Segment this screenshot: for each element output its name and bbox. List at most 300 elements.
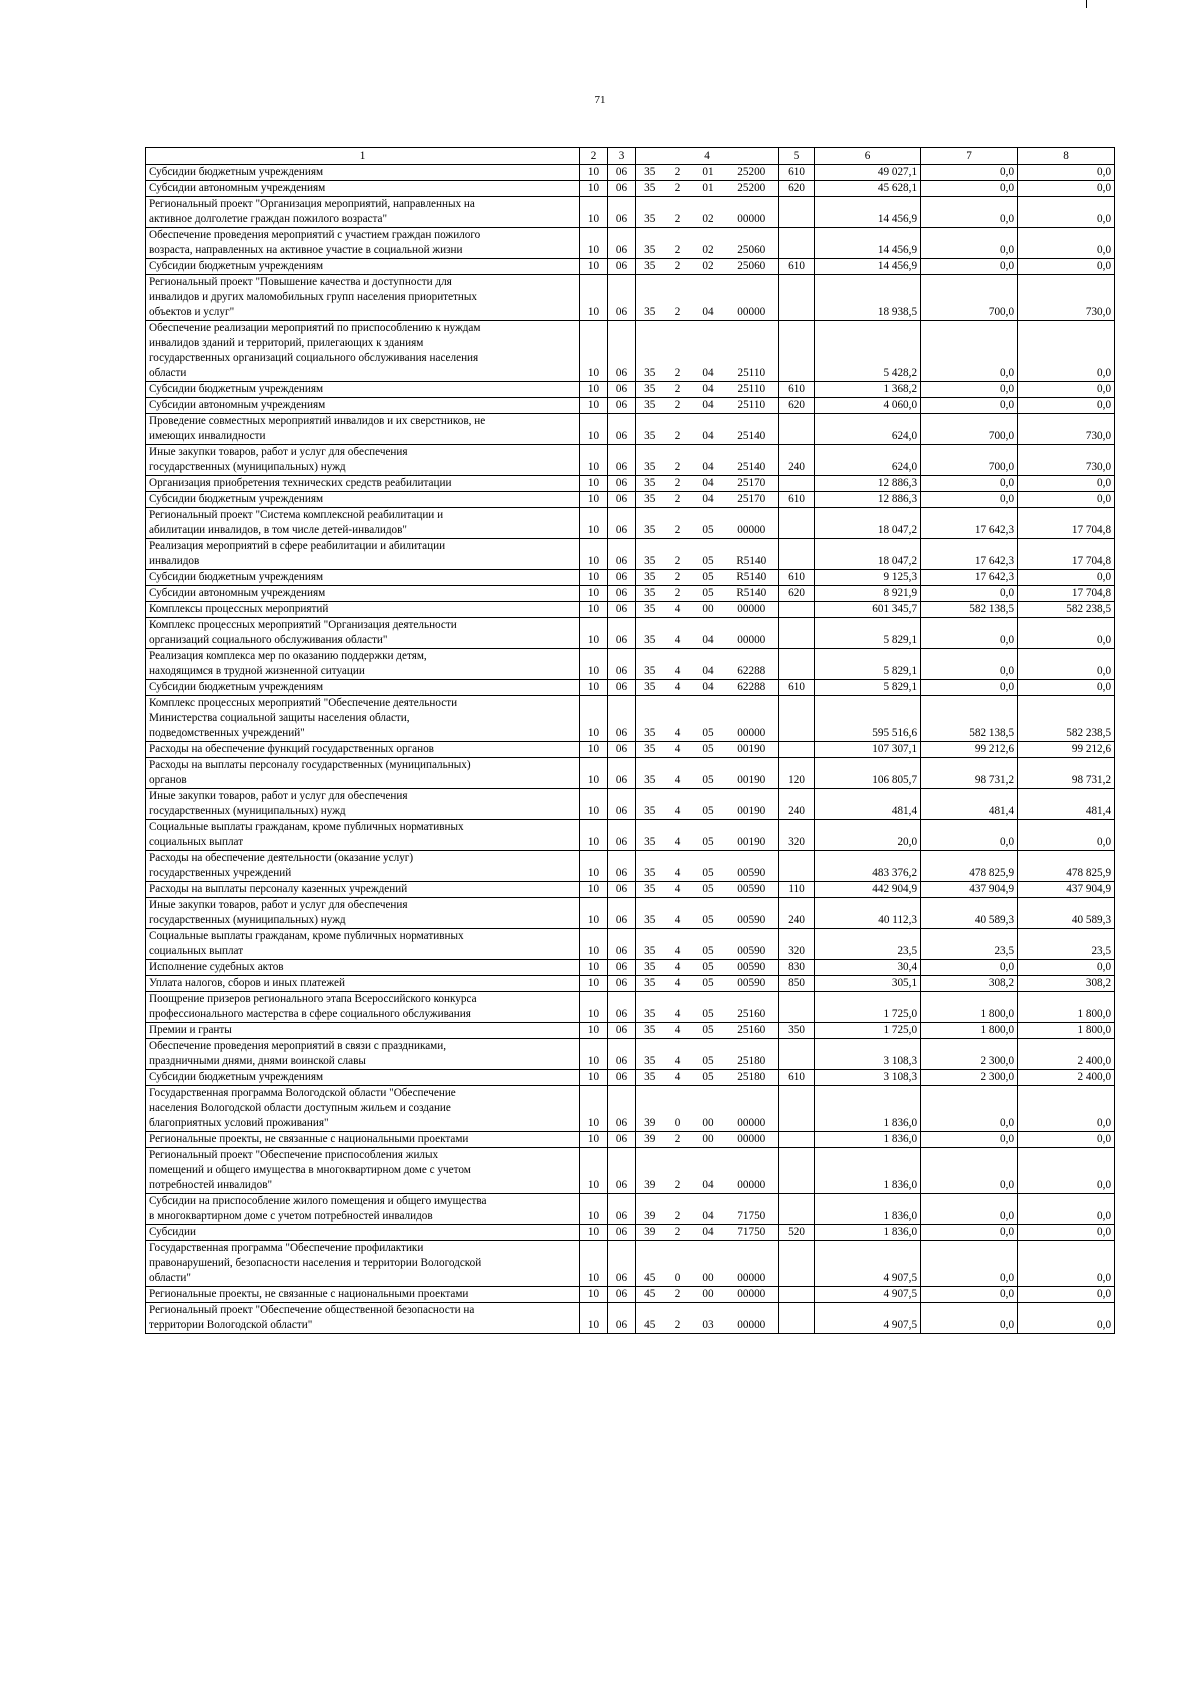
amount-col-7: 0,0 (921, 1086, 1018, 1132)
table-row (146, 1086, 1115, 1132)
table-row (146, 1023, 1115, 1039)
program-code: 35 (636, 851, 664, 882)
row-name: Комплекс процессных мероприятий "Организация деятельности организаций социального обслуживания области" (146, 618, 580, 649)
subsection-code: 06 (608, 960, 636, 976)
project-code: 05 (692, 960, 725, 976)
expense-type-code: 850 (779, 976, 815, 992)
amount-col-6: 107 307,1 (815, 742, 921, 758)
table-row (146, 929, 1115, 960)
program-code: 35 (636, 992, 664, 1023)
section-code: 10 (580, 680, 608, 696)
amount-col-6: 1 725,0 (815, 992, 921, 1023)
program-code: 35 (636, 197, 664, 228)
amount-col-6: 14 456,9 (815, 228, 921, 259)
scan-corner-mark (1086, 0, 1087, 8)
table-row (146, 181, 1115, 197)
amount-col-7: 0,0 (921, 1194, 1018, 1225)
amount-col-8: 0,0 (1018, 820, 1115, 851)
amount-col-8: 2 400,0 (1018, 1070, 1115, 1086)
program-code: 35 (636, 649, 664, 680)
amount-col-6: 1 368,2 (815, 382, 921, 398)
program-code: 35 (636, 742, 664, 758)
program-code: 35 (636, 445, 664, 476)
expense-type-code (779, 992, 815, 1023)
amount-col-6: 1 836,0 (815, 1132, 921, 1148)
amount-col-6: 442 904,9 (815, 882, 921, 898)
section-code: 10 (580, 1039, 608, 1070)
program-type-code: 2 (664, 275, 692, 321)
row-name: Государственная программа "Обеспечение профилактики правонарушений, безопасности населения и территории Вологодской области" (146, 1241, 580, 1287)
program-code: 35 (636, 758, 664, 789)
project-code: 05 (692, 820, 725, 851)
page-number: 71 (594, 94, 606, 106)
amount-col-8: 730,0 (1018, 414, 1115, 445)
expense-type-code (779, 414, 815, 445)
amount-col-7: 2 300,0 (921, 1039, 1018, 1070)
section-code: 10 (580, 618, 608, 649)
table-row (146, 398, 1115, 414)
subsection-code: 06 (608, 742, 636, 758)
project-code: 05 (692, 586, 725, 602)
amount-col-6: 12 886,3 (815, 476, 921, 492)
project-code: 01 (692, 165, 725, 181)
program-type-code: 2 (664, 1194, 692, 1225)
project-code: 05 (692, 742, 725, 758)
amount-col-7: 0,0 (921, 1132, 1018, 1148)
program-code: 35 (636, 1039, 664, 1070)
row-name: Расходы на обеспечение деятельности (оказание услуг) государственных учреждений (146, 851, 580, 882)
row-name: Поощрение призеров регионального этапа Всероссийского конкурса профессионального мастерства в сфере социального обслуживания (146, 992, 580, 1023)
header-col-2: 2 (580, 148, 608, 165)
direction-code: 00000 (725, 1132, 779, 1148)
direction-code: 00590 (725, 851, 779, 882)
subsection-code: 06 (608, 1241, 636, 1287)
expense-type-code: 610 (779, 680, 815, 696)
direction-code: 00190 (725, 820, 779, 851)
amount-col-6: 106 805,7 (815, 758, 921, 789)
expense-type-code (779, 851, 815, 882)
program-type-code: 4 (664, 618, 692, 649)
program-type-code: 2 (664, 197, 692, 228)
direction-code: 00000 (725, 696, 779, 742)
amount-col-8: 0,0 (1018, 618, 1115, 649)
amount-col-7: 0,0 (921, 820, 1018, 851)
amount-col-8: 17 704,8 (1018, 539, 1115, 570)
amount-col-7: 0,0 (921, 680, 1018, 696)
program-code: 35 (636, 181, 664, 197)
direction-code: 00590 (725, 929, 779, 960)
amount-col-6: 305,1 (815, 976, 921, 992)
section-code: 10 (580, 1086, 608, 1132)
direction-code: 25170 (725, 476, 779, 492)
section-code: 10 (580, 649, 608, 680)
subsection-code: 06 (608, 1148, 636, 1194)
amount-col-6: 1 725,0 (815, 1023, 921, 1039)
direction-code: 25200 (725, 165, 779, 181)
program-type-code: 2 (664, 382, 692, 398)
expense-type-code: 350 (779, 1023, 815, 1039)
amount-col-8: 1 800,0 (1018, 992, 1115, 1023)
row-name: Уплата налогов, сборов и иных платежей (146, 976, 580, 992)
row-name: Региональный проект "Обеспечение приспособления жилых помещений и общего имущества в многоквартирном доме с учетом потребностей инвалидов" (146, 1148, 580, 1194)
program-code: 35 (636, 492, 664, 508)
header-col-7: 7 (921, 148, 1018, 165)
amount-col-7: 0,0 (921, 382, 1018, 398)
expense-type-code: 620 (779, 181, 815, 197)
amount-col-7: 478 825,9 (921, 851, 1018, 882)
program-code: 39 (636, 1086, 664, 1132)
subsection-code: 06 (608, 898, 636, 929)
program-code: 35 (636, 321, 664, 382)
amount-col-8: 0,0 (1018, 1241, 1115, 1287)
amount-col-8: 0,0 (1018, 321, 1115, 382)
program-type-code: 2 (664, 476, 692, 492)
row-name: Социальные выплаты гражданам, кроме публичных нормативных социальных выплат (146, 820, 580, 851)
row-name: Премии и гранты (146, 1023, 580, 1039)
expense-type-code: 610 (779, 382, 815, 398)
subsection-code: 06 (608, 508, 636, 539)
amount-col-7: 0,0 (921, 960, 1018, 976)
expense-type-code: 620 (779, 398, 815, 414)
program-type-code: 4 (664, 960, 692, 976)
section-code: 10 (580, 492, 608, 508)
amount-col-7: 0,0 (921, 1225, 1018, 1241)
direction-code: R5140 (725, 570, 779, 586)
program-code: 35 (636, 228, 664, 259)
amount-col-8: 0,0 (1018, 492, 1115, 508)
program-code: 35 (636, 539, 664, 570)
program-type-code: 4 (664, 758, 692, 789)
expense-type-code (779, 539, 815, 570)
amount-col-6: 1 836,0 (815, 1086, 921, 1132)
expense-type-code: 620 (779, 586, 815, 602)
amount-col-6: 624,0 (815, 414, 921, 445)
program-code: 35 (636, 382, 664, 398)
direction-code: 25060 (725, 228, 779, 259)
amount-col-8: 0,0 (1018, 1132, 1115, 1148)
row-name: Субсидии бюджетным учреждениям (146, 680, 580, 696)
amount-col-6: 49 027,1 (815, 165, 921, 181)
amount-col-7: 0,0 (921, 228, 1018, 259)
amount-col-6: 9 125,3 (815, 570, 921, 586)
header-col-8: 8 (1018, 148, 1115, 165)
row-name: Обеспечение проведения мероприятий с участием граждан пожилого возраста, направленных на активное участие в социальной жизни (146, 228, 580, 259)
row-name: Субсидии бюджетным учреждениям (146, 492, 580, 508)
project-code: 05 (692, 882, 725, 898)
section-code: 10 (580, 696, 608, 742)
project-code: 00 (692, 602, 725, 618)
direction-code: 00000 (725, 1287, 779, 1303)
header-col-3: 3 (608, 148, 636, 165)
subsection-code: 06 (608, 1225, 636, 1241)
subsection-code: 06 (608, 492, 636, 508)
row-name: Региональный проект "Повышение качества и доступности для инвалидов и других маломобильных групп населения приоритетных объектов и услуг" (146, 275, 580, 321)
direction-code: 00000 (725, 1148, 779, 1194)
subsection-code: 06 (608, 539, 636, 570)
project-code: 00 (692, 1241, 725, 1287)
section-code: 10 (580, 960, 608, 976)
section-code: 10 (580, 1194, 608, 1225)
program-type-code: 4 (664, 649, 692, 680)
section-code: 10 (580, 228, 608, 259)
project-code: 04 (692, 445, 725, 476)
section-code: 10 (580, 929, 608, 960)
row-name: Комплекс процессных мероприятий "Обеспечение деятельности Министерства социальной защиты населения области, подведомственных учреждений" (146, 696, 580, 742)
direction-code: 00190 (725, 789, 779, 820)
table-row (146, 570, 1115, 586)
section-code: 10 (580, 476, 608, 492)
subsection-code: 06 (608, 398, 636, 414)
amount-col-8: 478 825,9 (1018, 851, 1115, 882)
amount-col-8: 0,0 (1018, 197, 1115, 228)
row-name: Субсидии (146, 1225, 580, 1241)
table-row (146, 1194, 1115, 1225)
table-row (146, 960, 1115, 976)
section-code: 10 (580, 602, 608, 618)
program-type-code: 2 (664, 1303, 692, 1334)
project-code: 00 (692, 1086, 725, 1132)
project-code: 05 (692, 929, 725, 960)
direction-code: 62288 (725, 649, 779, 680)
amount-col-8: 0,0 (1018, 382, 1115, 398)
section-code: 10 (580, 321, 608, 382)
amount-col-8: 98 731,2 (1018, 758, 1115, 789)
project-code: 04 (692, 275, 725, 321)
table-row (146, 1070, 1115, 1086)
project-code: 00 (692, 1287, 725, 1303)
amount-col-7: 17 642,3 (921, 508, 1018, 539)
amount-col-7: 17 642,3 (921, 539, 1018, 570)
section-code: 10 (580, 181, 608, 197)
project-code: 00 (692, 1132, 725, 1148)
program-type-code: 4 (664, 992, 692, 1023)
program-type-code: 4 (664, 898, 692, 929)
program-type-code: 2 (664, 586, 692, 602)
program-type-code: 4 (664, 851, 692, 882)
amount-col-8: 730,0 (1018, 275, 1115, 321)
row-name: Субсидии бюджетным учреждениям (146, 259, 580, 275)
amount-col-8: 582 238,5 (1018, 602, 1115, 618)
table-row (146, 992, 1115, 1023)
amount-col-6: 5 428,2 (815, 321, 921, 382)
row-name: Субсидии автономным учреждениям (146, 181, 580, 197)
amount-col-8: 0,0 (1018, 649, 1115, 680)
row-name: Субсидии на приспособление жилого помещения и общего имущества в многоквартирном доме с учетом потребностей инвалидов (146, 1194, 580, 1225)
table-row (146, 1148, 1115, 1194)
amount-col-6: 601 345,7 (815, 602, 921, 618)
direction-code: 25170 (725, 492, 779, 508)
table-row (146, 789, 1115, 820)
amount-col-7: 0,0 (921, 197, 1018, 228)
row-name: Государственная программа Вологодской области "Обеспечение населения Вологодской области доступным жильем и создание благоприятных условий проживания" (146, 1086, 580, 1132)
expense-type-code: 610 (779, 570, 815, 586)
direction-code: 25110 (725, 321, 779, 382)
program-type-code: 2 (664, 492, 692, 508)
expense-type-code: 110 (779, 882, 815, 898)
amount-col-8: 0,0 (1018, 960, 1115, 976)
amount-col-6: 1 836,0 (815, 1194, 921, 1225)
subsection-code: 06 (608, 414, 636, 445)
project-code: 05 (692, 758, 725, 789)
amount-col-8: 17 704,8 (1018, 586, 1115, 602)
direction-code: 25110 (725, 398, 779, 414)
section-code: 10 (580, 165, 608, 181)
expense-type-code: 610 (779, 492, 815, 508)
program-type-code: 4 (664, 742, 692, 758)
subsection-code: 06 (608, 820, 636, 851)
amount-col-7: 481,4 (921, 789, 1018, 820)
expense-type-code (779, 618, 815, 649)
project-code: 04 (692, 398, 725, 414)
amount-col-7: 700,0 (921, 414, 1018, 445)
amount-col-8: 0,0 (1018, 165, 1115, 181)
program-code: 45 (636, 1287, 664, 1303)
amount-col-6: 1 836,0 (815, 1225, 921, 1241)
expense-type-code (779, 1287, 815, 1303)
amount-col-6: 30,4 (815, 960, 921, 976)
table-row (146, 1303, 1115, 1334)
table-row (146, 228, 1115, 259)
amount-col-7: 700,0 (921, 275, 1018, 321)
section-code: 10 (580, 992, 608, 1023)
program-type-code: 4 (664, 1023, 692, 1039)
row-name: Расходы на выплаты персоналу казенных учреждений (146, 882, 580, 898)
table-row (146, 259, 1115, 275)
amount-col-7: 0,0 (921, 398, 1018, 414)
program-type-code: 2 (664, 1132, 692, 1148)
program-type-code: 4 (664, 929, 692, 960)
program-code: 35 (636, 882, 664, 898)
table-row (146, 1039, 1115, 1070)
amount-col-6: 18 938,5 (815, 275, 921, 321)
amount-col-6: 14 456,9 (815, 259, 921, 275)
amount-col-6: 20,0 (815, 820, 921, 851)
program-type-code: 2 (664, 259, 692, 275)
section-code: 10 (580, 882, 608, 898)
amount-col-8: 0,0 (1018, 1303, 1115, 1334)
amount-col-8: 0,0 (1018, 1287, 1115, 1303)
expense-type-code: 240 (779, 898, 815, 929)
expense-type-code: 240 (779, 445, 815, 476)
amount-col-6: 4 907,5 (815, 1241, 921, 1287)
section-code: 10 (580, 586, 608, 602)
table-row (146, 976, 1115, 992)
program-code: 35 (636, 602, 664, 618)
row-name: Комплексы процессных мероприятий (146, 602, 580, 618)
program-type-code: 0 (664, 1086, 692, 1132)
project-code: 05 (692, 976, 725, 992)
project-code: 04 (692, 1194, 725, 1225)
direction-code: 71750 (725, 1194, 779, 1225)
expense-type-code (779, 742, 815, 758)
project-code: 05 (692, 992, 725, 1023)
section-code: 10 (580, 445, 608, 476)
amount-col-7: 0,0 (921, 1148, 1018, 1194)
project-code: 05 (692, 696, 725, 742)
amount-col-7: 0,0 (921, 181, 1018, 197)
section-code: 10 (580, 1132, 608, 1148)
program-code: 35 (636, 414, 664, 445)
program-code: 35 (636, 618, 664, 649)
program-code: 35 (636, 275, 664, 321)
subsection-code: 06 (608, 1039, 636, 1070)
table-row (146, 742, 1115, 758)
row-name: Региональные проекты, не связанные с национальными проектами (146, 1132, 580, 1148)
expense-type-code (779, 602, 815, 618)
amount-col-6: 4 907,5 (815, 1287, 921, 1303)
program-code: 35 (636, 789, 664, 820)
program-code: 35 (636, 898, 664, 929)
subsection-code: 06 (608, 696, 636, 742)
subsection-code: 06 (608, 1303, 636, 1334)
row-name: Региональные проекты, не связанные с национальными проектами (146, 1287, 580, 1303)
subsection-code: 06 (608, 476, 636, 492)
amount-col-8: 481,4 (1018, 789, 1115, 820)
program-type-code: 2 (664, 1287, 692, 1303)
header-col-5: 5 (779, 148, 815, 165)
direction-code: 00000 (725, 508, 779, 539)
program-type-code: 2 (664, 508, 692, 539)
project-code: 02 (692, 259, 725, 275)
row-name: Субсидии бюджетным учреждениям (146, 382, 580, 398)
program-type-code: 2 (664, 181, 692, 197)
table-row (146, 898, 1115, 929)
table-body (146, 165, 1115, 1334)
row-name: Региональный проект "Система комплексной реабилитации и абилитации инвалидов, в том числе детей-инвалидов" (146, 508, 580, 539)
section-code: 10 (580, 1225, 608, 1241)
amount-col-8: 17 704,8 (1018, 508, 1115, 539)
header-col-4: 4 (636, 148, 779, 165)
program-type-code: 4 (664, 976, 692, 992)
project-code: 05 (692, 1039, 725, 1070)
section-code: 10 (580, 259, 608, 275)
subsection-code: 06 (608, 228, 636, 259)
subsection-code: 06 (608, 197, 636, 228)
subsection-code: 06 (608, 1287, 636, 1303)
row-name: Социальные выплаты гражданам, кроме публичных нормативных социальных выплат (146, 929, 580, 960)
project-code: 04 (692, 492, 725, 508)
subsection-code: 06 (608, 649, 636, 680)
section-code: 10 (580, 1287, 608, 1303)
project-code: 05 (692, 508, 725, 539)
program-code: 39 (636, 1132, 664, 1148)
row-name: Реализация мероприятий в сфере реабилитации и абилитации инвалидов (146, 539, 580, 570)
program-type-code: 2 (664, 321, 692, 382)
table-row (146, 414, 1115, 445)
section-code: 10 (580, 1148, 608, 1194)
direction-code: 25140 (725, 414, 779, 445)
amount-col-6: 45 628,1 (815, 181, 921, 197)
project-code: 01 (692, 181, 725, 197)
program-code: 35 (636, 570, 664, 586)
subsection-code: 06 (608, 758, 636, 789)
amount-col-8: 0,0 (1018, 1086, 1115, 1132)
table-row (146, 321, 1115, 382)
program-type-code: 2 (664, 398, 692, 414)
subsection-code: 06 (608, 882, 636, 898)
program-type-code: 2 (664, 165, 692, 181)
row-name: Иные закупки товаров, работ и услуг для обеспечения государственных (муниципальных) нужд (146, 898, 580, 929)
subsection-code: 06 (608, 382, 636, 398)
subsection-code: 06 (608, 445, 636, 476)
program-type-code: 2 (664, 570, 692, 586)
program-type-code: 4 (664, 820, 692, 851)
expense-type-code: 320 (779, 820, 815, 851)
subsection-code: 06 (608, 1070, 636, 1086)
section-code: 10 (580, 1303, 608, 1334)
amount-col-7: 0,0 (921, 492, 1018, 508)
row-name: Исполнение судебных актов (146, 960, 580, 976)
